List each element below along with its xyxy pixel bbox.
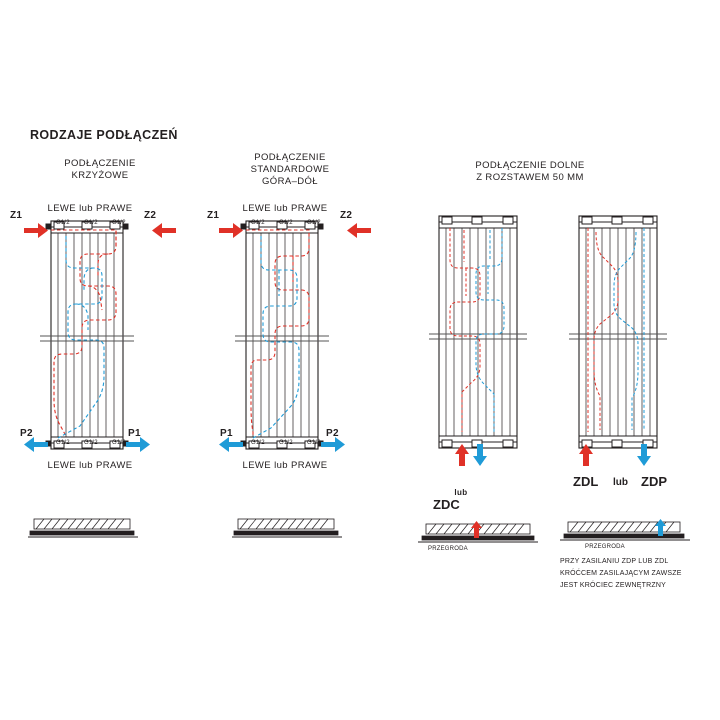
panel2-port-top-2: G1/2 <box>279 220 293 226</box>
panel2-port-top-1: G1/2 <box>251 220 265 226</box>
panel1-heading-line2: KRZYŻOWE <box>71 170 129 181</box>
panel2-heading-line1: PODŁĄCZENIE <box>254 152 326 163</box>
panel3-heading-line1: PODŁĄCZENIE DOLNE <box>475 160 585 171</box>
panel2-bottom-right-label: P2 <box>326 428 339 439</box>
panel4-note-line1: PRZY ZASILANIU ZDP LUB ZDL <box>560 558 669 565</box>
panel2-heading-line3: GÓRA–DÓŁ <box>262 176 318 187</box>
panel1-port-bottom-2: G1/2 <box>84 440 98 446</box>
panel1-top-left-label: Z1 <box>10 210 23 221</box>
panel1-port-bottom-1: G1/2 <box>56 440 70 446</box>
panel4-note-line3: JEST KRÓCIEC ZEWNĘTRZNY <box>560 582 666 589</box>
panel2-port-bottom-3: G1/2 <box>307 440 321 446</box>
panel2-top-note: LEWE lub PRAWE <box>242 203 328 214</box>
panel1-heading-line1: PODŁĄCZENIE <box>64 158 136 169</box>
panel4-connector-label-left: ZDL <box>573 474 599 489</box>
panel2-port-top-3: G1/2 <box>307 220 321 226</box>
panel3-connector-label: ZDC <box>433 497 460 512</box>
panel1-port-top-3: G1/2 <box>112 220 126 226</box>
panel3-wall-label: PRZEGRODA <box>428 546 468 552</box>
panel2-top-left-label: Z1 <box>207 210 220 221</box>
panel1-wall-drawing <box>28 515 138 545</box>
panel3-heading-line2: Z ROZSTAWEM 50 MM <box>476 172 584 183</box>
panel1-top-right-label: Z2 <box>144 210 157 221</box>
panel2-bottom-left-label: P1 <box>220 428 233 439</box>
panel4-wall-label: PRZEGRODA <box>585 544 625 550</box>
panel1-port-top-2: G1/2 <box>84 220 98 226</box>
panel1-port-bottom-3: G1/2 <box>112 440 126 446</box>
panel4-radiator-drawing <box>555 200 685 470</box>
panel3-connector-or: lub <box>454 488 468 497</box>
panel2-port-bottom-1: G1/2 <box>251 440 265 446</box>
panel1-bottom-note: LEWE lub PRAWE <box>47 460 133 471</box>
panel4-wall-drawing <box>560 518 690 552</box>
panel4-connector-or: lub <box>613 477 628 488</box>
panel4-note-line2: KRÓĆCEM ZASILAJĄCYM ZAWSZE <box>560 570 682 577</box>
panel1-radiator-drawing <box>10 200 190 470</box>
panel1-top-note: LEWE lub PRAWE <box>47 203 133 214</box>
panel2-port-bottom-2: G1/2 <box>279 440 293 446</box>
panel1-bottom-right-label: P1 <box>128 428 141 439</box>
panel4-connector-label-right: ZDP <box>641 474 667 489</box>
panel2-wall-drawing <box>232 515 342 545</box>
panel1-bottom-left-label: P2 <box>20 428 33 439</box>
panel1-port-top-1: G1/2 <box>56 220 70 226</box>
panel2-top-right-label: Z2 <box>340 210 353 221</box>
panel3-radiator-drawing <box>415 200 545 470</box>
panel2-heading-line2: STANDARDOWE <box>250 164 330 175</box>
panel2-bottom-note: LEWE lub PRAWE <box>242 460 328 471</box>
page-title: RODZAJE PODŁĄCZEŃ <box>30 128 178 142</box>
